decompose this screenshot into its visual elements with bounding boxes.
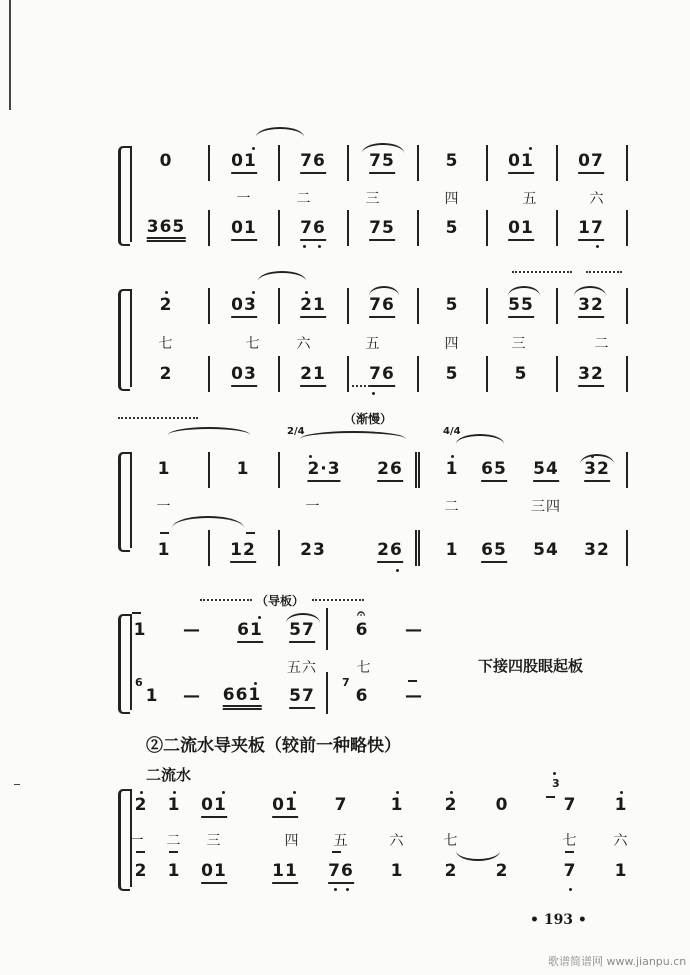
lyrics-row bbox=[0, 333, 690, 357]
lower-staff-row bbox=[0, 218, 690, 242]
octave-dot bbox=[252, 291, 255, 294]
note-group: 661 bbox=[223, 686, 262, 710]
note-group: 1 bbox=[390, 861, 404, 881]
lower-staff-row bbox=[0, 540, 690, 564]
note-group: 76 bbox=[300, 151, 326, 174]
note-group: 54 bbox=[533, 459, 559, 482]
lyric: 一 bbox=[305, 499, 321, 515]
note-group: 54 bbox=[533, 540, 559, 560]
note-group: 21 bbox=[300, 364, 326, 387]
note-group: 23 bbox=[300, 540, 326, 560]
lyric: 三 bbox=[511, 336, 527, 352]
tempo-annotation: （渐慢） bbox=[343, 412, 393, 426]
time-signature: 4/4 bbox=[443, 426, 461, 437]
note-group: 365 bbox=[147, 218, 186, 242]
note-group: 5 bbox=[514, 364, 528, 384]
note-group: 07 bbox=[578, 151, 604, 174]
note-group: 01 bbox=[231, 218, 257, 241]
note-group: 7 bbox=[563, 861, 577, 881]
lyric: 一 bbox=[156, 499, 172, 515]
lyric: 七 bbox=[356, 660, 372, 676]
octave-dot bbox=[222, 791, 225, 794]
note-group: 01 bbox=[272, 795, 298, 818]
lyric: 四 bbox=[444, 336, 460, 352]
note-group: 6 bbox=[355, 686, 369, 706]
note-group: 65 bbox=[481, 540, 507, 563]
fermata-icon: 𝄐 bbox=[357, 606, 365, 622]
lower-staff-row bbox=[0, 861, 690, 885]
note-group: 57 bbox=[289, 620, 315, 643]
note-group: 76 bbox=[369, 295, 395, 318]
lyric: 三四 bbox=[531, 499, 561, 515]
octave-dot bbox=[553, 772, 556, 775]
note-group: 32 bbox=[578, 364, 604, 387]
dotted-extension bbox=[512, 271, 572, 273]
note-group: 75 bbox=[369, 151, 395, 174]
lyric: 三 bbox=[365, 191, 381, 207]
note-group: 1 bbox=[145, 686, 159, 706]
note-group: 26 bbox=[377, 540, 403, 563]
note-group: 0 bbox=[495, 795, 509, 815]
grace-note: 6 bbox=[135, 676, 143, 689]
note-group: 76 bbox=[328, 861, 354, 884]
note-group: 1 bbox=[614, 795, 628, 815]
note-group: 17 bbox=[578, 218, 604, 241]
note-group: 7 bbox=[563, 795, 577, 815]
tenuto-mark bbox=[169, 851, 178, 853]
upper-staff-row bbox=[0, 295, 690, 319]
lyric: 七 bbox=[562, 833, 578, 849]
note-group: 2 bbox=[159, 295, 173, 315]
grace-note: 7 bbox=[342, 676, 350, 689]
octave-dot bbox=[303, 245, 306, 248]
note-group: 2 bbox=[444, 861, 458, 881]
slur bbox=[256, 127, 304, 137]
note-group: 01 bbox=[231, 151, 257, 174]
upper-staff-row bbox=[0, 151, 690, 175]
page-number: • 193 • bbox=[530, 912, 587, 928]
lyric: 一 bbox=[236, 191, 252, 207]
slur bbox=[300, 431, 406, 439]
lyric: 一 bbox=[129, 833, 145, 849]
octave-dot bbox=[318, 245, 321, 248]
lyric: 二 bbox=[444, 499, 460, 515]
octave-dot bbox=[451, 455, 454, 458]
note-group: — bbox=[405, 620, 423, 640]
octave-dot bbox=[258, 616, 261, 619]
note-group: 03 bbox=[231, 364, 257, 387]
octave-dot bbox=[305, 291, 308, 294]
octave-dot bbox=[620, 791, 623, 794]
margin-mark bbox=[14, 784, 20, 785]
note-group: 11 bbox=[272, 861, 298, 884]
lyric: 六 bbox=[589, 191, 605, 207]
lyrics-row bbox=[0, 830, 690, 854]
note-group: — bbox=[183, 686, 201, 706]
note-group: 2 bbox=[444, 795, 458, 815]
note-group: 5 bbox=[445, 295, 459, 315]
lower-staff-row bbox=[0, 364, 690, 388]
note-group: 12 bbox=[230, 540, 256, 563]
upper-staff-row bbox=[0, 620, 690, 644]
time-signature: 2/4 bbox=[287, 426, 305, 437]
upper-staff-row bbox=[0, 459, 690, 483]
note-group: 61 bbox=[237, 620, 263, 643]
note-group: — bbox=[405, 686, 423, 706]
note-group: 1 bbox=[133, 620, 147, 640]
note-group: 6 bbox=[355, 620, 369, 640]
lyric: 五 bbox=[333, 833, 349, 849]
note-group: 2 bbox=[495, 861, 509, 881]
upper-staff-row bbox=[0, 795, 690, 819]
section-heading: ②二流水导夹板（较前一种略快） bbox=[146, 736, 401, 756]
tenuto-mark bbox=[246, 532, 255, 534]
note-group: 32 bbox=[584, 459, 610, 482]
tenuto-mark bbox=[132, 612, 141, 614]
note-group: 76 bbox=[369, 364, 395, 387]
note-group: 5 bbox=[445, 151, 459, 171]
note-group: — bbox=[183, 620, 201, 640]
octave-dot bbox=[396, 791, 399, 794]
octave-dot bbox=[569, 888, 572, 891]
note-group: 03 bbox=[231, 295, 257, 318]
lyric: 五六 bbox=[287, 660, 317, 676]
tenuto-mark bbox=[408, 680, 417, 682]
octave-dot bbox=[140, 791, 143, 794]
octave-dot bbox=[596, 245, 599, 248]
note-group: 0 bbox=[159, 151, 173, 171]
site-watermark: 歌谱简谱网 www.jianpu.cn bbox=[548, 955, 687, 968]
note-group: 01 bbox=[201, 861, 227, 884]
note-group: 1 bbox=[157, 540, 171, 560]
slur bbox=[168, 427, 250, 435]
octave-dot bbox=[293, 791, 296, 794]
tenuto-mark bbox=[546, 796, 555, 798]
note-group: 1 bbox=[167, 861, 181, 881]
dotted-extension bbox=[586, 271, 622, 273]
octave-dot bbox=[591, 455, 594, 458]
note-group: 2 bbox=[134, 861, 148, 881]
tenuto-mark bbox=[332, 851, 341, 853]
octave-dot bbox=[165, 291, 168, 294]
note-group: 26 bbox=[377, 459, 403, 482]
octave-dot bbox=[254, 682, 257, 685]
note-group: 01 bbox=[201, 795, 227, 818]
octave-dot bbox=[529, 147, 532, 150]
note-group: 32 bbox=[578, 295, 604, 318]
lyric: 二 bbox=[296, 191, 312, 207]
octave-dot bbox=[334, 888, 337, 891]
grace-note: 3 bbox=[552, 777, 560, 790]
lyric: 五 bbox=[365, 336, 381, 352]
dotted-extension bbox=[200, 599, 252, 601]
lyric: 四 bbox=[444, 191, 460, 207]
note-group: 75 bbox=[369, 218, 395, 241]
octave-dot bbox=[346, 888, 349, 891]
note-group: 2 bbox=[159, 364, 173, 384]
lyric: 七 bbox=[245, 336, 261, 352]
note-group: 1 bbox=[167, 795, 181, 815]
lyric: 六 bbox=[296, 336, 312, 352]
note-group: 5 bbox=[445, 364, 459, 384]
tempo-label: 二流水 bbox=[146, 766, 192, 784]
slur bbox=[456, 434, 504, 444]
note-group: 01 bbox=[508, 151, 534, 174]
octave-dot bbox=[309, 455, 312, 458]
note-group: 1 bbox=[390, 795, 404, 815]
note-group: 57 bbox=[289, 686, 315, 709]
octave-dot bbox=[450, 791, 453, 794]
lyrics-row bbox=[0, 188, 690, 212]
continuation-note: 下接四股眼起板 bbox=[478, 657, 584, 675]
note-group: 2·3 bbox=[307, 459, 340, 482]
note-group: 76 bbox=[300, 218, 326, 241]
note-group: 1 bbox=[236, 459, 250, 479]
lyrics-row bbox=[0, 496, 690, 520]
tenuto-mark bbox=[565, 851, 574, 853]
lyric: 六 bbox=[389, 833, 405, 849]
note-group: 1 bbox=[614, 861, 628, 881]
lyric: 三 bbox=[206, 833, 222, 849]
lyric: 五 bbox=[522, 191, 538, 207]
note-group: 55 bbox=[508, 295, 534, 318]
tie bbox=[456, 851, 500, 861]
note-group: 32 bbox=[584, 540, 610, 560]
tempo-annotation: （导板） bbox=[255, 594, 305, 608]
octave-dot bbox=[252, 147, 255, 150]
lyric: 七 bbox=[158, 336, 174, 352]
lower-staff-row bbox=[0, 686, 690, 710]
lyric: 二 bbox=[166, 833, 182, 849]
dotted-extension bbox=[118, 417, 198, 419]
dotted-extension bbox=[352, 385, 370, 387]
octave-dot bbox=[372, 392, 375, 395]
lyric: 七 bbox=[443, 833, 459, 849]
page-edge-line bbox=[9, 0, 11, 110]
lyric: 六 bbox=[613, 833, 629, 849]
octave-dot bbox=[396, 569, 399, 572]
note-group: 1 bbox=[445, 540, 459, 560]
lyric: 二 bbox=[594, 336, 610, 352]
note-group: 5 bbox=[445, 218, 459, 238]
octave-dot bbox=[173, 791, 176, 794]
tenuto-mark bbox=[160, 532, 169, 534]
note-group: 21 bbox=[300, 295, 326, 318]
note-group: 1 bbox=[157, 459, 171, 479]
note-group: 7 bbox=[334, 795, 348, 815]
note-group: 1 bbox=[445, 459, 459, 479]
slur bbox=[258, 271, 306, 281]
tenuto-mark bbox=[136, 851, 145, 853]
note-group: 65 bbox=[481, 459, 507, 482]
note-group: 2 bbox=[134, 795, 148, 815]
note-group: 01 bbox=[508, 218, 534, 241]
dotted-extension bbox=[312, 599, 364, 601]
lyric: 四 bbox=[284, 833, 300, 849]
